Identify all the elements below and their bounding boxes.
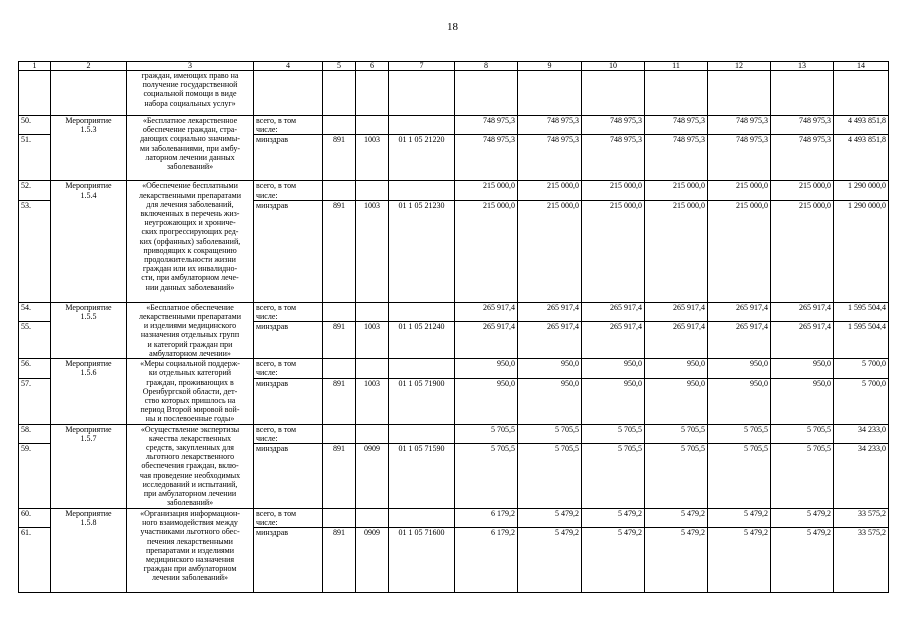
executor-cell: всего, в том числе: <box>254 302 323 321</box>
amount-cell: 34 233,0 <box>834 444 889 509</box>
amount-cell: 748 975,3 <box>771 135 834 181</box>
amount-cell: 265 917,4 <box>455 302 518 321</box>
amount-cell: 5 705,5 <box>708 424 771 443</box>
grbs-code <box>323 302 356 321</box>
amount-cell: 5 705,5 <box>518 424 582 443</box>
amount-cell: 748 975,3 <box>455 135 518 181</box>
target-code: 01 1 05 71600 <box>389 528 455 593</box>
section-code: 0909 <box>356 444 389 509</box>
event-description: «Меры социальной поддерж- ки отдельных категорий граждан, проживающих в Оренбургской области, дет- ство которых пришлось на период Второй мировой вой- ны и послевоенные годы» <box>127 359 254 424</box>
amount-cell: 950,0 <box>518 359 582 378</box>
table-row <box>19 509 889 528</box>
amount-cell: 33 575,2 <box>834 509 889 528</box>
amount-cell: 5 479,2 <box>582 509 645 528</box>
amount-cell: 5 479,2 <box>708 509 771 528</box>
column-header: 12 <box>708 62 771 71</box>
target-code: 01 1 05 21230 <box>389 200 455 302</box>
section-code: 1003 <box>356 378 389 424</box>
amount-cell: 5 700,0 <box>834 359 889 378</box>
row-number: 50. <box>19 116 51 135</box>
column-number-row <box>19 62 889 71</box>
column-header: 14 <box>834 62 889 71</box>
amount-cell: 950,0 <box>708 378 771 424</box>
amount-cell: 748 975,3 <box>645 116 708 135</box>
amount-cell: 950,0 <box>455 359 518 378</box>
table-row <box>19 424 889 443</box>
amount-cell: 748 975,3 <box>708 135 771 181</box>
row-number: 57. <box>19 378 51 424</box>
empty-cell <box>51 71 127 116</box>
amount-cell: 265 917,4 <box>518 302 582 321</box>
amount-cell: 950,0 <box>771 359 834 378</box>
event-description: граждан, имеющих право на получение государственной социальной помощи в виде набора социальных услуг» <box>127 71 254 116</box>
amount-cell: 265 917,4 <box>771 302 834 321</box>
section-code: 1003 <box>356 135 389 181</box>
amount-cell: 215 000,0 <box>771 181 834 200</box>
executor-cell: всего, в том числе: <box>254 424 323 443</box>
event-code: Мероприятие 1.5.3 <box>51 116 127 181</box>
amount-cell: 215 000,0 <box>455 200 518 302</box>
row-number: 55. <box>19 322 51 359</box>
amount-cell: 5 479,2 <box>645 528 708 593</box>
event-code: Мероприятие 1.5.7 <box>51 424 127 508</box>
amount-cell: 950,0 <box>455 378 518 424</box>
empty-cell <box>834 71 889 116</box>
executor-cell: всего, в том числе: <box>254 116 323 135</box>
amount-cell: 34 233,0 <box>834 424 889 443</box>
section-code <box>356 424 389 443</box>
row-number: 61. <box>19 528 51 593</box>
amount-cell: 5 705,5 <box>771 424 834 443</box>
empty-cell <box>323 71 356 116</box>
amount-cell: 265 917,4 <box>645 322 708 359</box>
amount-cell: 5 479,2 <box>518 509 582 528</box>
amount-cell: 6 179,2 <box>455 528 518 593</box>
amount-cell: 265 917,4 <box>645 302 708 321</box>
amount-cell: 265 917,4 <box>518 322 582 359</box>
amount-cell: 215 000,0 <box>645 200 708 302</box>
amount-cell: 5 705,5 <box>771 444 834 509</box>
amount-cell: 748 975,3 <box>518 116 582 135</box>
amount-cell: 950,0 <box>582 359 645 378</box>
amount-cell: 265 917,4 <box>455 322 518 359</box>
row-number: 59. <box>19 444 51 509</box>
target-code: 01 1 05 71590 <box>389 444 455 509</box>
target-code <box>389 302 455 321</box>
executor-cell: минздрав <box>254 378 323 424</box>
amount-cell: 748 975,3 <box>455 116 518 135</box>
empty-cell <box>771 71 834 116</box>
amount-cell: 1 595 504,4 <box>834 322 889 359</box>
amount-cell: 33 575,2 <box>834 528 889 593</box>
amount-cell: 4 493 851,8 <box>834 116 889 135</box>
amount-cell: 215 000,0 <box>518 200 582 302</box>
amount-cell: 950,0 <box>771 378 834 424</box>
grbs-code: 891 <box>323 528 356 593</box>
amount-cell: 5 705,5 <box>582 424 645 443</box>
section-code <box>356 116 389 135</box>
empty-cell <box>356 71 389 116</box>
grbs-code: 891 <box>323 135 356 181</box>
amount-cell: 265 917,4 <box>708 302 771 321</box>
event-code: Мероприятие 1.5.6 <box>51 359 127 424</box>
amount-cell: 950,0 <box>708 359 771 378</box>
amount-cell: 5 705,5 <box>518 444 582 509</box>
page-number: 18 <box>447 21 458 33</box>
target-code: 01 1 05 71900 <box>389 378 455 424</box>
column-header: 6 <box>356 62 389 71</box>
executor-cell: минздрав <box>254 444 323 509</box>
amount-cell: 265 917,4 <box>582 322 645 359</box>
grbs-code: 891 <box>323 200 356 302</box>
amount-cell: 5 705,5 <box>708 444 771 509</box>
amount-cell: 6 179,2 <box>455 509 518 528</box>
target-code <box>389 181 455 200</box>
table-row <box>19 71 889 116</box>
empty-cell <box>582 71 645 116</box>
section-code: 0909 <box>356 528 389 593</box>
grbs-code <box>323 509 356 528</box>
event-description: «Осуществление экспертизы качества лекарственных средств, закупленных для льготного лекарственного обеспечения граждан, вклю- чая проведение необходимых исследований и испытаний, при амбулаторном лечении заболеваний» <box>127 424 254 508</box>
amount-cell: 215 000,0 <box>771 200 834 302</box>
empty-cell <box>254 71 323 116</box>
row-number: 52. <box>19 181 51 200</box>
section-code <box>356 509 389 528</box>
target-code <box>389 359 455 378</box>
grbs-code <box>323 116 356 135</box>
amount-cell: 1 290 000,0 <box>834 181 889 200</box>
row-number: 51. <box>19 135 51 181</box>
amount-cell: 950,0 <box>645 359 708 378</box>
column-header: 3 <box>127 62 254 71</box>
section-code: 1003 <box>356 200 389 302</box>
section-code <box>356 359 389 378</box>
executor-cell: всего, в том числе: <box>254 509 323 528</box>
executor-cell: минздрав <box>254 135 323 181</box>
amount-cell: 950,0 <box>518 378 582 424</box>
amount-cell: 265 917,4 <box>708 322 771 359</box>
amount-cell: 1 595 504,4 <box>834 302 889 321</box>
amount-cell: 5 479,2 <box>771 528 834 593</box>
empty-cell <box>389 71 455 116</box>
amount-cell: 5 700,0 <box>834 378 889 424</box>
grbs-code <box>323 424 356 443</box>
amount-cell: 215 000,0 <box>645 181 708 200</box>
amount-cell: 215 000,0 <box>518 181 582 200</box>
table-body <box>19 71 889 593</box>
target-code <box>389 509 455 528</box>
event-code: Мероприятие 1.5.8 <box>51 509 127 593</box>
column-header: 11 <box>645 62 708 71</box>
amount-cell: 215 000,0 <box>582 181 645 200</box>
column-header: 4 <box>254 62 323 71</box>
grbs-code <box>323 181 356 200</box>
row-number: 56. <box>19 359 51 378</box>
event-description: «Бесплатное лекарственное обеспечение граждан, стра- дающих социально значимы- ми заболеваниями, при амбу- латорном лечении данных заболеваний» <box>127 116 254 181</box>
row-number: 53. <box>19 200 51 302</box>
section-code <box>356 302 389 321</box>
column-header: 7 <box>389 62 455 71</box>
amount-cell: 5 479,2 <box>645 509 708 528</box>
amount-cell: 215 000,0 <box>582 200 645 302</box>
amount-cell: 5 479,2 <box>518 528 582 593</box>
grbs-code: 891 <box>323 322 356 359</box>
section-code: 1003 <box>356 322 389 359</box>
empty-cell <box>518 71 582 116</box>
amount-cell: 265 917,4 <box>582 302 645 321</box>
amount-cell: 5 479,2 <box>771 509 834 528</box>
column-header: 1 <box>19 62 51 71</box>
column-header: 10 <box>582 62 645 71</box>
column-header: 5 <box>323 62 356 71</box>
amount-cell: 215 000,0 <box>708 181 771 200</box>
target-code: 01 1 05 21240 <box>389 322 455 359</box>
amount-cell: 748 975,3 <box>582 116 645 135</box>
column-header: 9 <box>518 62 582 71</box>
amount-cell: 5 705,5 <box>582 444 645 509</box>
event-code: Мероприятие 1.5.4 <box>51 181 127 302</box>
budget-table <box>18 61 889 593</box>
table-row <box>19 181 889 200</box>
amount-cell: 950,0 <box>582 378 645 424</box>
amount-cell: 215 000,0 <box>455 181 518 200</box>
amount-cell: 4 493 851,8 <box>834 135 889 181</box>
amount-cell: 5 479,2 <box>708 528 771 593</box>
executor-cell: всего, в том числе: <box>254 359 323 378</box>
event-description: «Бесплатное обеспечение лекарственными препаратами и изделиями медицинского назначения отдельных групп и категорий граждан при амбулаторном лечении» <box>127 302 254 358</box>
amount-cell: 5 705,5 <box>645 444 708 509</box>
amount-cell: 748 975,3 <box>708 116 771 135</box>
column-header: 13 <box>771 62 834 71</box>
empty-cell <box>455 71 518 116</box>
event-code: Мероприятие 1.5.5 <box>51 302 127 358</box>
amount-cell: 748 975,3 <box>582 135 645 181</box>
amount-cell: 748 975,3 <box>645 135 708 181</box>
event-description: «Организация информацион- ного взаимодействия между участниками льготного обес- печения лекарственными препаратами и изделиями медицинского назначения граждан при амбулаторном лечении заболеваний» <box>127 509 254 593</box>
target-code <box>389 116 455 135</box>
event-description: «Обеспечение бесплатными лекарственными препаратами для лечения заболеваний, включенных в перечень жиз- неугрожающих и хрониче- ских прогрессирующих ред- ких (орфанных) заболеваний, приводящих к сокращению продолжительности жизни граждан или их инвалидно- сти, при амбулаторном лече- нии данных заболеваний» <box>127 181 254 302</box>
executor-cell: минздрав <box>254 200 323 302</box>
table-row <box>19 116 889 135</box>
table-row <box>19 359 889 378</box>
empty-cell <box>708 71 771 116</box>
amount-cell: 265 917,4 <box>771 322 834 359</box>
amount-cell: 5 705,5 <box>455 424 518 443</box>
grbs-code: 891 <box>323 444 356 509</box>
amount-cell: 950,0 <box>645 378 708 424</box>
column-header: 2 <box>51 62 127 71</box>
target-code: 01 1 05 21220 <box>389 135 455 181</box>
row-number: 58. <box>19 424 51 443</box>
amount-cell: 5 705,5 <box>455 444 518 509</box>
executor-cell: минздрав <box>254 322 323 359</box>
row-number: 60. <box>19 509 51 528</box>
grbs-code <box>323 359 356 378</box>
amount-cell: 748 975,3 <box>518 135 582 181</box>
amount-cell: 1 290 000,0 <box>834 200 889 302</box>
executor-cell: всего, в том числе: <box>254 181 323 200</box>
amount-cell: 5 479,2 <box>582 528 645 593</box>
empty-cell <box>645 71 708 116</box>
executor-cell: минздрав <box>254 528 323 593</box>
section-code <box>356 181 389 200</box>
amount-cell: 5 705,5 <box>645 424 708 443</box>
table-row <box>19 302 889 321</box>
row-number: 54. <box>19 302 51 321</box>
empty-cell <box>19 71 51 116</box>
target-code <box>389 424 455 443</box>
amount-cell: 215 000,0 <box>708 200 771 302</box>
amount-cell: 748 975,3 <box>771 116 834 135</box>
column-header: 8 <box>455 62 518 71</box>
grbs-code: 891 <box>323 378 356 424</box>
